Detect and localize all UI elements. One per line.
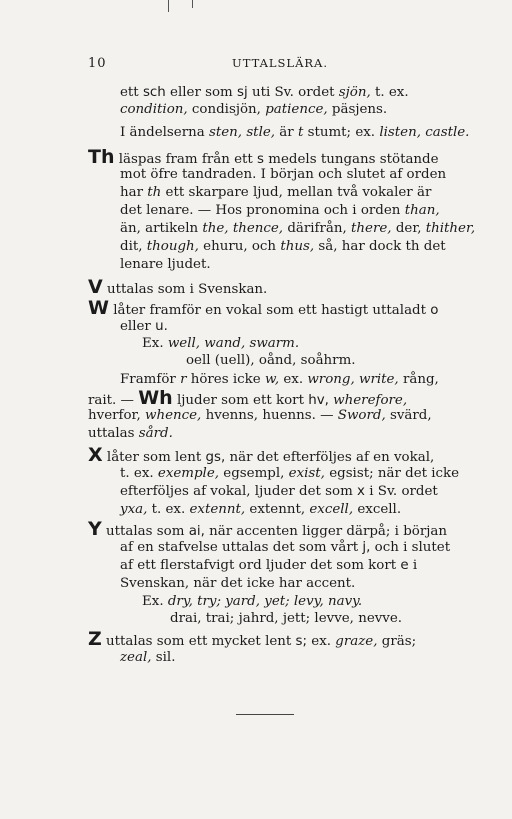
text-run: ljuder som ett kort	[172, 393, 309, 408]
text-run: Svenskan, när det icke har accent.	[120, 576, 356, 591]
text-run: efterföljes af vokal, ljuder det som	[120, 484, 358, 499]
text-run: det lenare. — Hos pronomina och i orden	[120, 203, 405, 218]
italic-word: condition,	[120, 102, 188, 117]
text-run: svärd,	[385, 408, 432, 423]
text-run: uttalas som ett mycket lent	[101, 634, 296, 649]
italic-word: w,	[264, 372, 280, 387]
text-line	[120, 575, 355, 593]
text-run: extennt,	[245, 502, 310, 517]
text-line	[186, 352, 356, 370]
text-run: excell.	[353, 502, 402, 517]
text-line	[88, 407, 432, 425]
text-line	[120, 220, 475, 238]
text-run: oell (uell), oånd, soåhrm.	[186, 353, 356, 368]
italic-word: whence,	[144, 408, 202, 423]
page-number: 10	[88, 56, 107, 71]
text-run: hverfor,	[88, 408, 145, 423]
text-run: medels tungans stötande	[264, 152, 439, 167]
text-run: t. ex.	[120, 466, 158, 481]
section-divider	[236, 714, 294, 715]
text-run: uttalas som	[101, 524, 189, 539]
text-run: så, har dock th det	[314, 239, 446, 254]
text-run: af ett flerstafvigt ord ljuder det som kort	[120, 558, 401, 573]
italic-word: exist,	[288, 466, 325, 481]
running-title: UTTALSLÄRA.	[232, 56, 328, 70]
entry-letter: Wh	[138, 387, 173, 409]
text-run: Framför	[120, 372, 181, 387]
text-run: egsist; när det icke	[324, 466, 460, 481]
pronunciation-sound: j,	[362, 540, 371, 555]
text-run: condisjön,	[187, 102, 266, 117]
text-run: ex.	[279, 372, 308, 387]
text-run: af en stafvelse uttalas det som vårt	[120, 540, 363, 555]
text-line	[120, 318, 168, 336]
text-run: Ex.	[142, 594, 168, 609]
italic-word: there,	[351, 221, 392, 236]
text-run: i Sv. ordet	[364, 484, 438, 499]
text-line	[120, 101, 387, 119]
italic-word: wrong, write,	[307, 372, 399, 387]
text-run: än, artikeln	[120, 221, 203, 236]
text-run: ehuru, och	[198, 239, 281, 254]
pronunciation-sound: ai,	[188, 524, 205, 539]
italic-word: the, thence,	[202, 221, 284, 236]
text-line	[120, 202, 440, 220]
text-line	[88, 446, 434, 467]
text-line	[120, 256, 211, 274]
italic-word: than,	[404, 203, 440, 218]
text-run: när accenten ligger därpå; i början	[204, 524, 448, 539]
scan-mark	[192, 0, 193, 8]
text-line	[120, 184, 431, 202]
text-run: I ändelserna	[120, 125, 209, 140]
pronunciation-sound: x	[357, 484, 365, 499]
text-line	[120, 501, 401, 519]
pronunciation-sound: s;	[295, 634, 308, 649]
italic-word: sjön,	[338, 85, 371, 100]
italic-word: patience,	[265, 102, 328, 117]
italic-word: t	[297, 125, 304, 140]
text-run: ett	[120, 85, 143, 100]
text-line	[120, 238, 446, 256]
text-run: päsjens.	[327, 102, 388, 117]
entry-letter: Y	[88, 518, 102, 540]
italic-word: r	[180, 372, 187, 387]
text-line	[120, 649, 175, 667]
text-run: uttalas	[88, 426, 139, 441]
text-run: t. ex.	[147, 502, 190, 517]
italic-word: graze,	[335, 634, 378, 649]
text-run: der,	[391, 221, 426, 236]
text-run: Ex.	[142, 336, 168, 351]
text-run: läspas fram från ett	[114, 152, 258, 167]
text-run: sil.	[151, 650, 176, 665]
text-line	[142, 335, 299, 353]
text-run: mot öfre tandraden. I början och slutet af orden	[120, 167, 447, 182]
text-run: ett skarpare ljud, mellan två vokaler är	[161, 185, 432, 200]
text-run: därifrån,	[283, 221, 352, 236]
text-run: och i slutet	[370, 540, 451, 555]
italic-word: Sword,	[337, 408, 386, 423]
text-line	[120, 557, 417, 575]
text-run: stumt; ex.	[303, 125, 380, 140]
text-run: uti Sv. ordet	[247, 85, 339, 100]
italic-word: sård.	[138, 426, 173, 441]
italic-word: wherefore,	[333, 393, 408, 408]
italic-word: listen, castle.	[379, 125, 470, 140]
italic-word: thus,	[280, 239, 315, 254]
text-run: är	[275, 125, 298, 140]
text-line	[120, 84, 409, 102]
italic-word: excell,	[309, 502, 354, 517]
entry-letter: Th	[88, 146, 115, 168]
text-line	[142, 593, 362, 611]
text-run: gräs;	[377, 634, 417, 649]
pronunciation-sound: o	[430, 303, 439, 318]
text-run: höres icke	[186, 372, 265, 387]
italic-word: th	[147, 185, 162, 200]
pronunciation-sound: e	[400, 558, 409, 573]
text-run: ex.	[307, 634, 336, 649]
text-line	[170, 610, 402, 628]
italic-word: well, wand, swarm.	[167, 336, 300, 351]
italic-word: thither,	[425, 221, 476, 236]
text-run: drai, trai; jahrd, jett; levve, nevve.	[170, 611, 403, 626]
italic-word: sten, stle,	[209, 125, 276, 140]
text-line	[120, 483, 438, 501]
entry-letter: Z	[88, 628, 102, 650]
text-run: när det efterföljes af en vokal,	[225, 450, 435, 465]
text-run: dit,	[120, 239, 147, 254]
text-run: uttalas som i Svenskan.	[102, 282, 268, 297]
pronunciation-sound: s	[257, 152, 265, 167]
text-line	[120, 166, 446, 184]
italic-word: dry, try; yard, yet; levy, navy.	[167, 594, 363, 609]
italic-word: yxa,	[120, 502, 148, 517]
text-line	[120, 124, 469, 142]
text-run: egsempl,	[219, 466, 289, 481]
text-run: i	[408, 558, 418, 573]
text-line	[88, 520, 447, 541]
text-line	[120, 539, 450, 557]
text-line	[88, 425, 173, 443]
text-run: eller	[120, 319, 156, 334]
text-run: låter framför en vokal som ett hastigt uttaladt	[108, 303, 431, 318]
entry-letter: V	[88, 276, 103, 298]
italic-word: zeal,	[120, 650, 152, 665]
pronunciation-sound: gs,	[205, 450, 226, 465]
text-line	[120, 465, 459, 483]
text-run: låter som lent	[102, 450, 206, 465]
text-run: eller som	[165, 85, 237, 100]
text-run: hvenns, huenns. —	[201, 408, 338, 423]
text-line	[88, 299, 438, 320]
entry-letter: X	[88, 444, 103, 466]
italic-word: exemple,	[157, 466, 220, 481]
entry-letter: W	[88, 297, 109, 319]
text-run: lenare ljudet.	[120, 257, 211, 272]
scan-mark	[168, 0, 169, 12]
pronunciation-sound: hv,	[308, 393, 329, 408]
pronunciation-sound: sch	[142, 85, 166, 100]
pronunciation-sound: sj	[237, 85, 248, 100]
text-line	[88, 630, 416, 651]
pronunciation-sound: u.	[155, 319, 168, 334]
text-run: rait. —	[88, 393, 139, 408]
text-run: har	[120, 185, 148, 200]
text-run: t. ex.	[370, 85, 409, 100]
italic-word: though,	[146, 239, 199, 254]
italic-word: extennt,	[189, 502, 246, 517]
text-line	[88, 278, 267, 299]
text-run: rång,	[398, 372, 439, 387]
